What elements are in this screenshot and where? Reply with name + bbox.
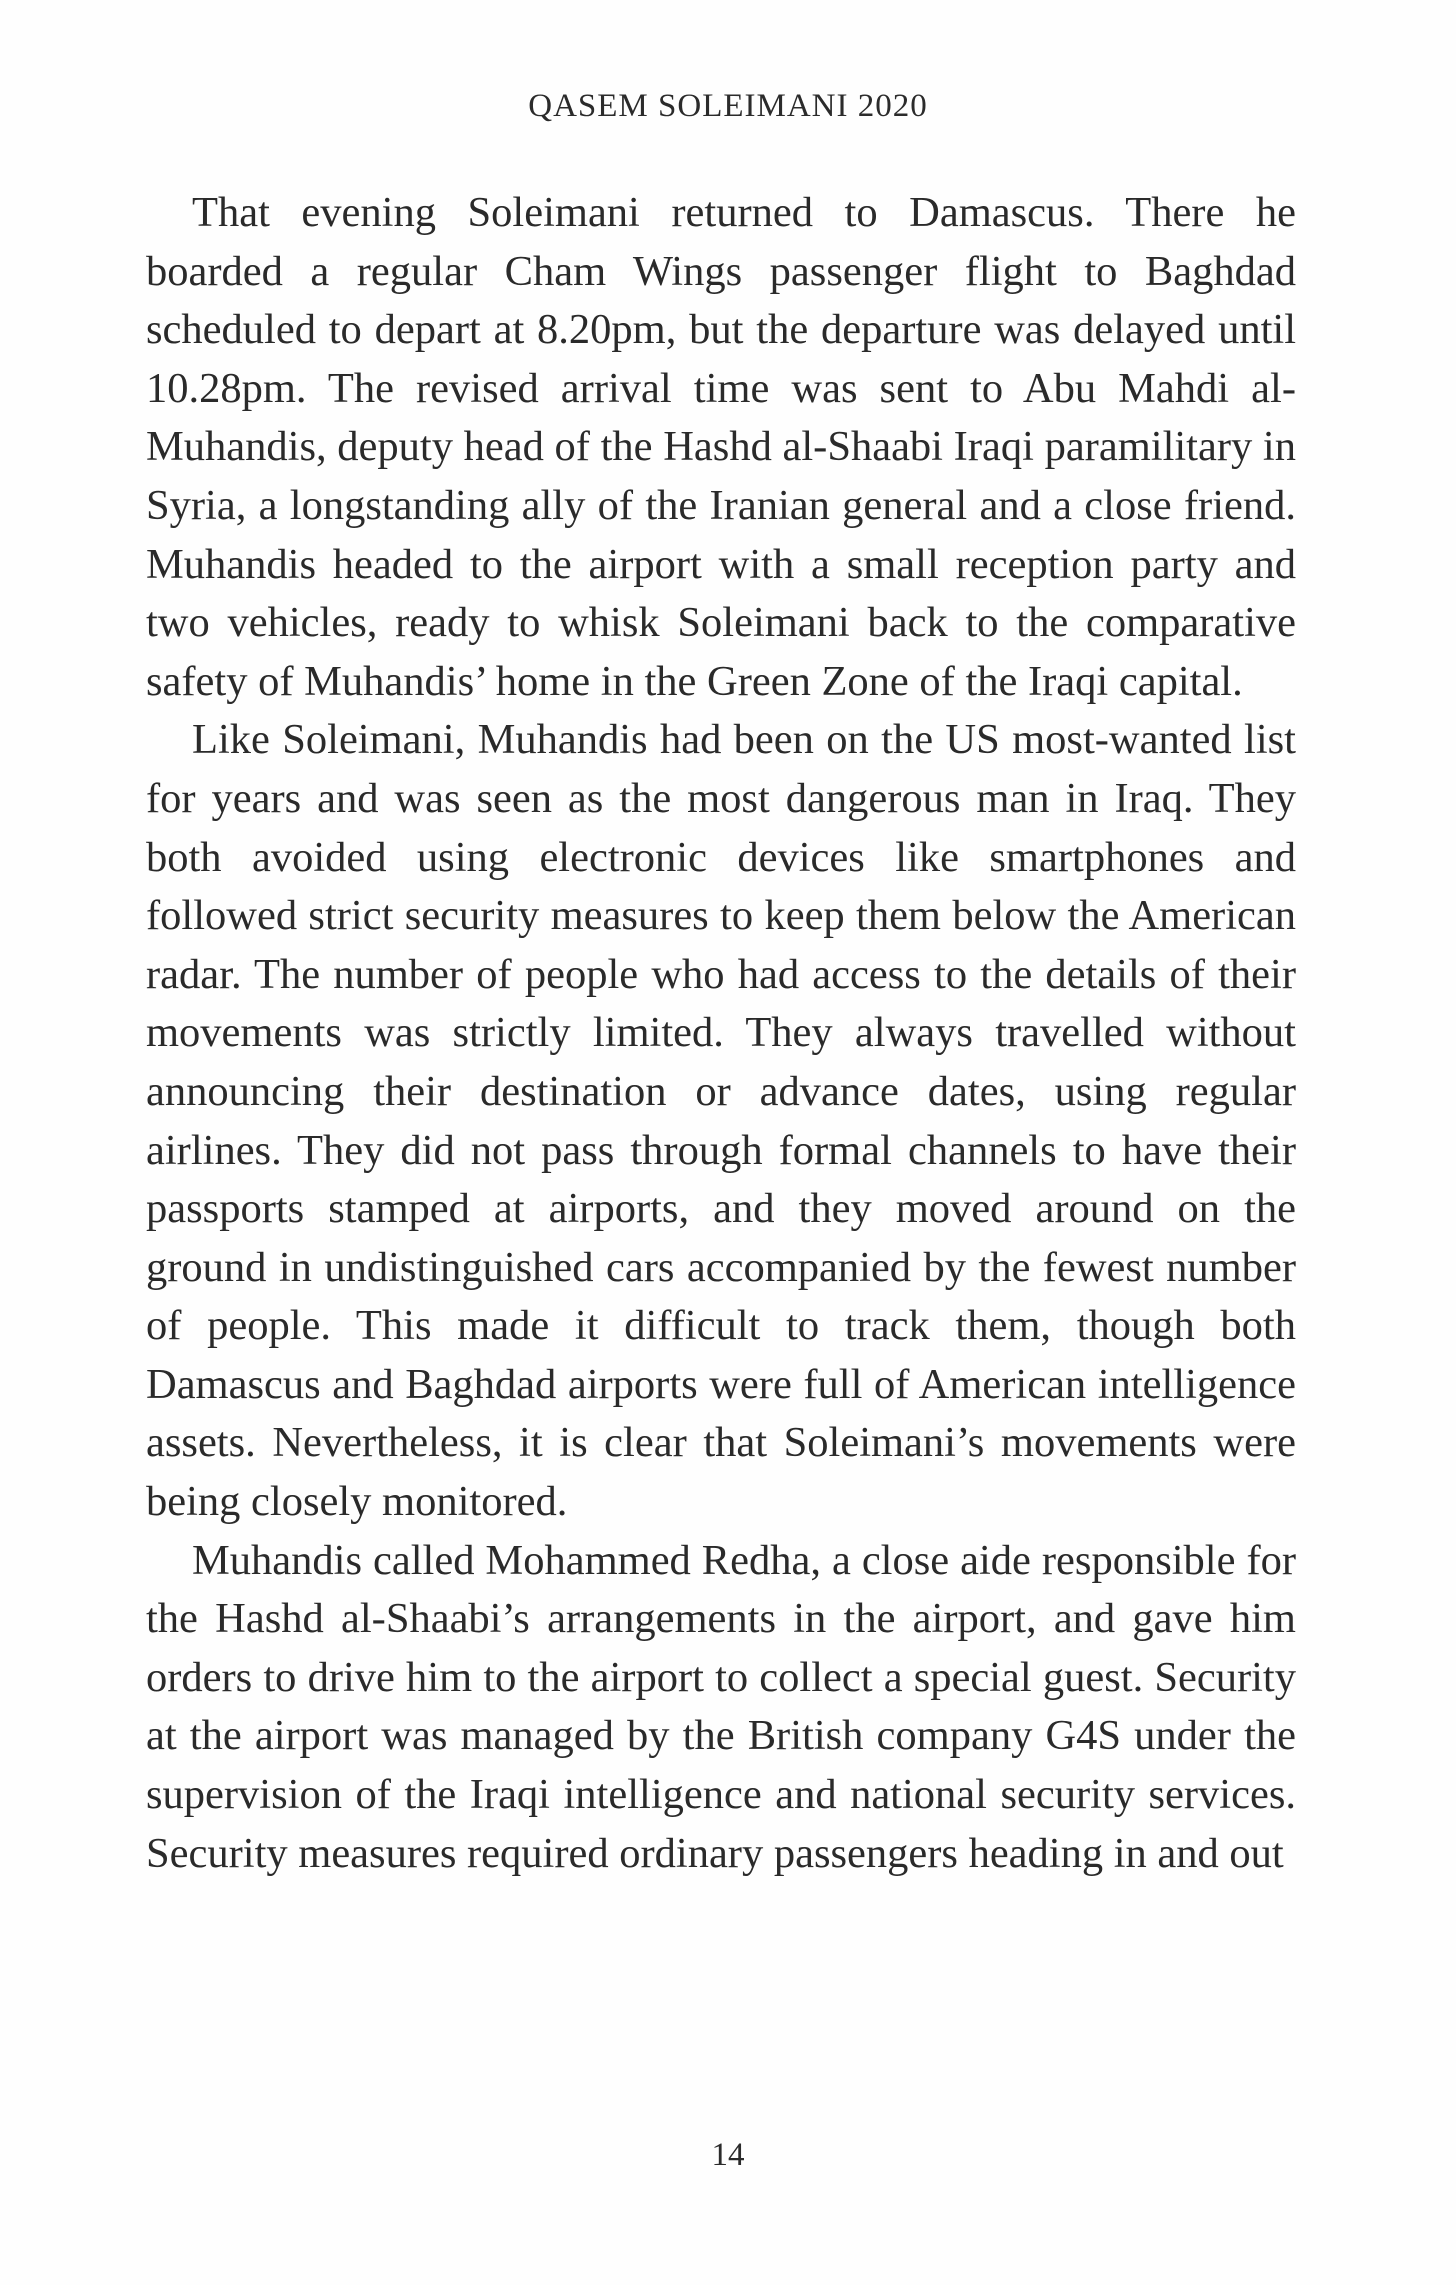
paragraph: Like Soleimani, Muhandis had been on the US most-wanted list for years and was seen as the most dangerous man in Iraq. They both avoided using electronic devices like smartphones and followed strict security measures to keep them below the American radar. The number of people who had access to the details of their movements was strictly limited. They always travelled without announcing their destination or advance dates, using regular airlines. They did not pass through formal channels to have their passports stamped at airports, and they moved around on the ground in undistinguished cars accompanied by the fewest number of people. This made it difficult to track them, though both Damascus and Baghdad airports were full of American intelligence assets. Nevertheless, it is clear that Soleimani’s movements were being closely monitored. [146,716,1296,1526]
paragraph: That evening Soleimani returned to Damascus. There he boarded a regular Cham Wings passenger flight to Baghdad scheduled to depart at 8.20pm, but the departure was delayed until 10.28pm. The revised arrival time was sent to Abu Mahdi al-Muhandis, deputy head of the Hashd al-Shaabi Iraqi paramilitary in Syria, a longstanding ally of the Iranian general and a close friend. Muhandis headed to the airport with a small reception party and two vehicles, ready to whisk Soleimani back to the comparative safety of Muhandis’ home in the Green Zone of the Iraqi capital. [146,189,1296,705]
body-text [146,184,1296,1883]
page-number: 14 [711,2137,745,2173]
paragraph: Muhandis called Mohammed Redha, a close aide responsible for the Hashd al-Shaabi’s arrangements in the airport, and gave him orders to drive him to the airport to collect a special guest. Security at the airport was managed by the British company G4S under the supervision of the Iraqi intelligence and national security services. Security measures required ordinary passengers heading in and out [146,1536,1296,1877]
running-head: QASEM SOLEIMANI 2020 [528,88,928,124]
